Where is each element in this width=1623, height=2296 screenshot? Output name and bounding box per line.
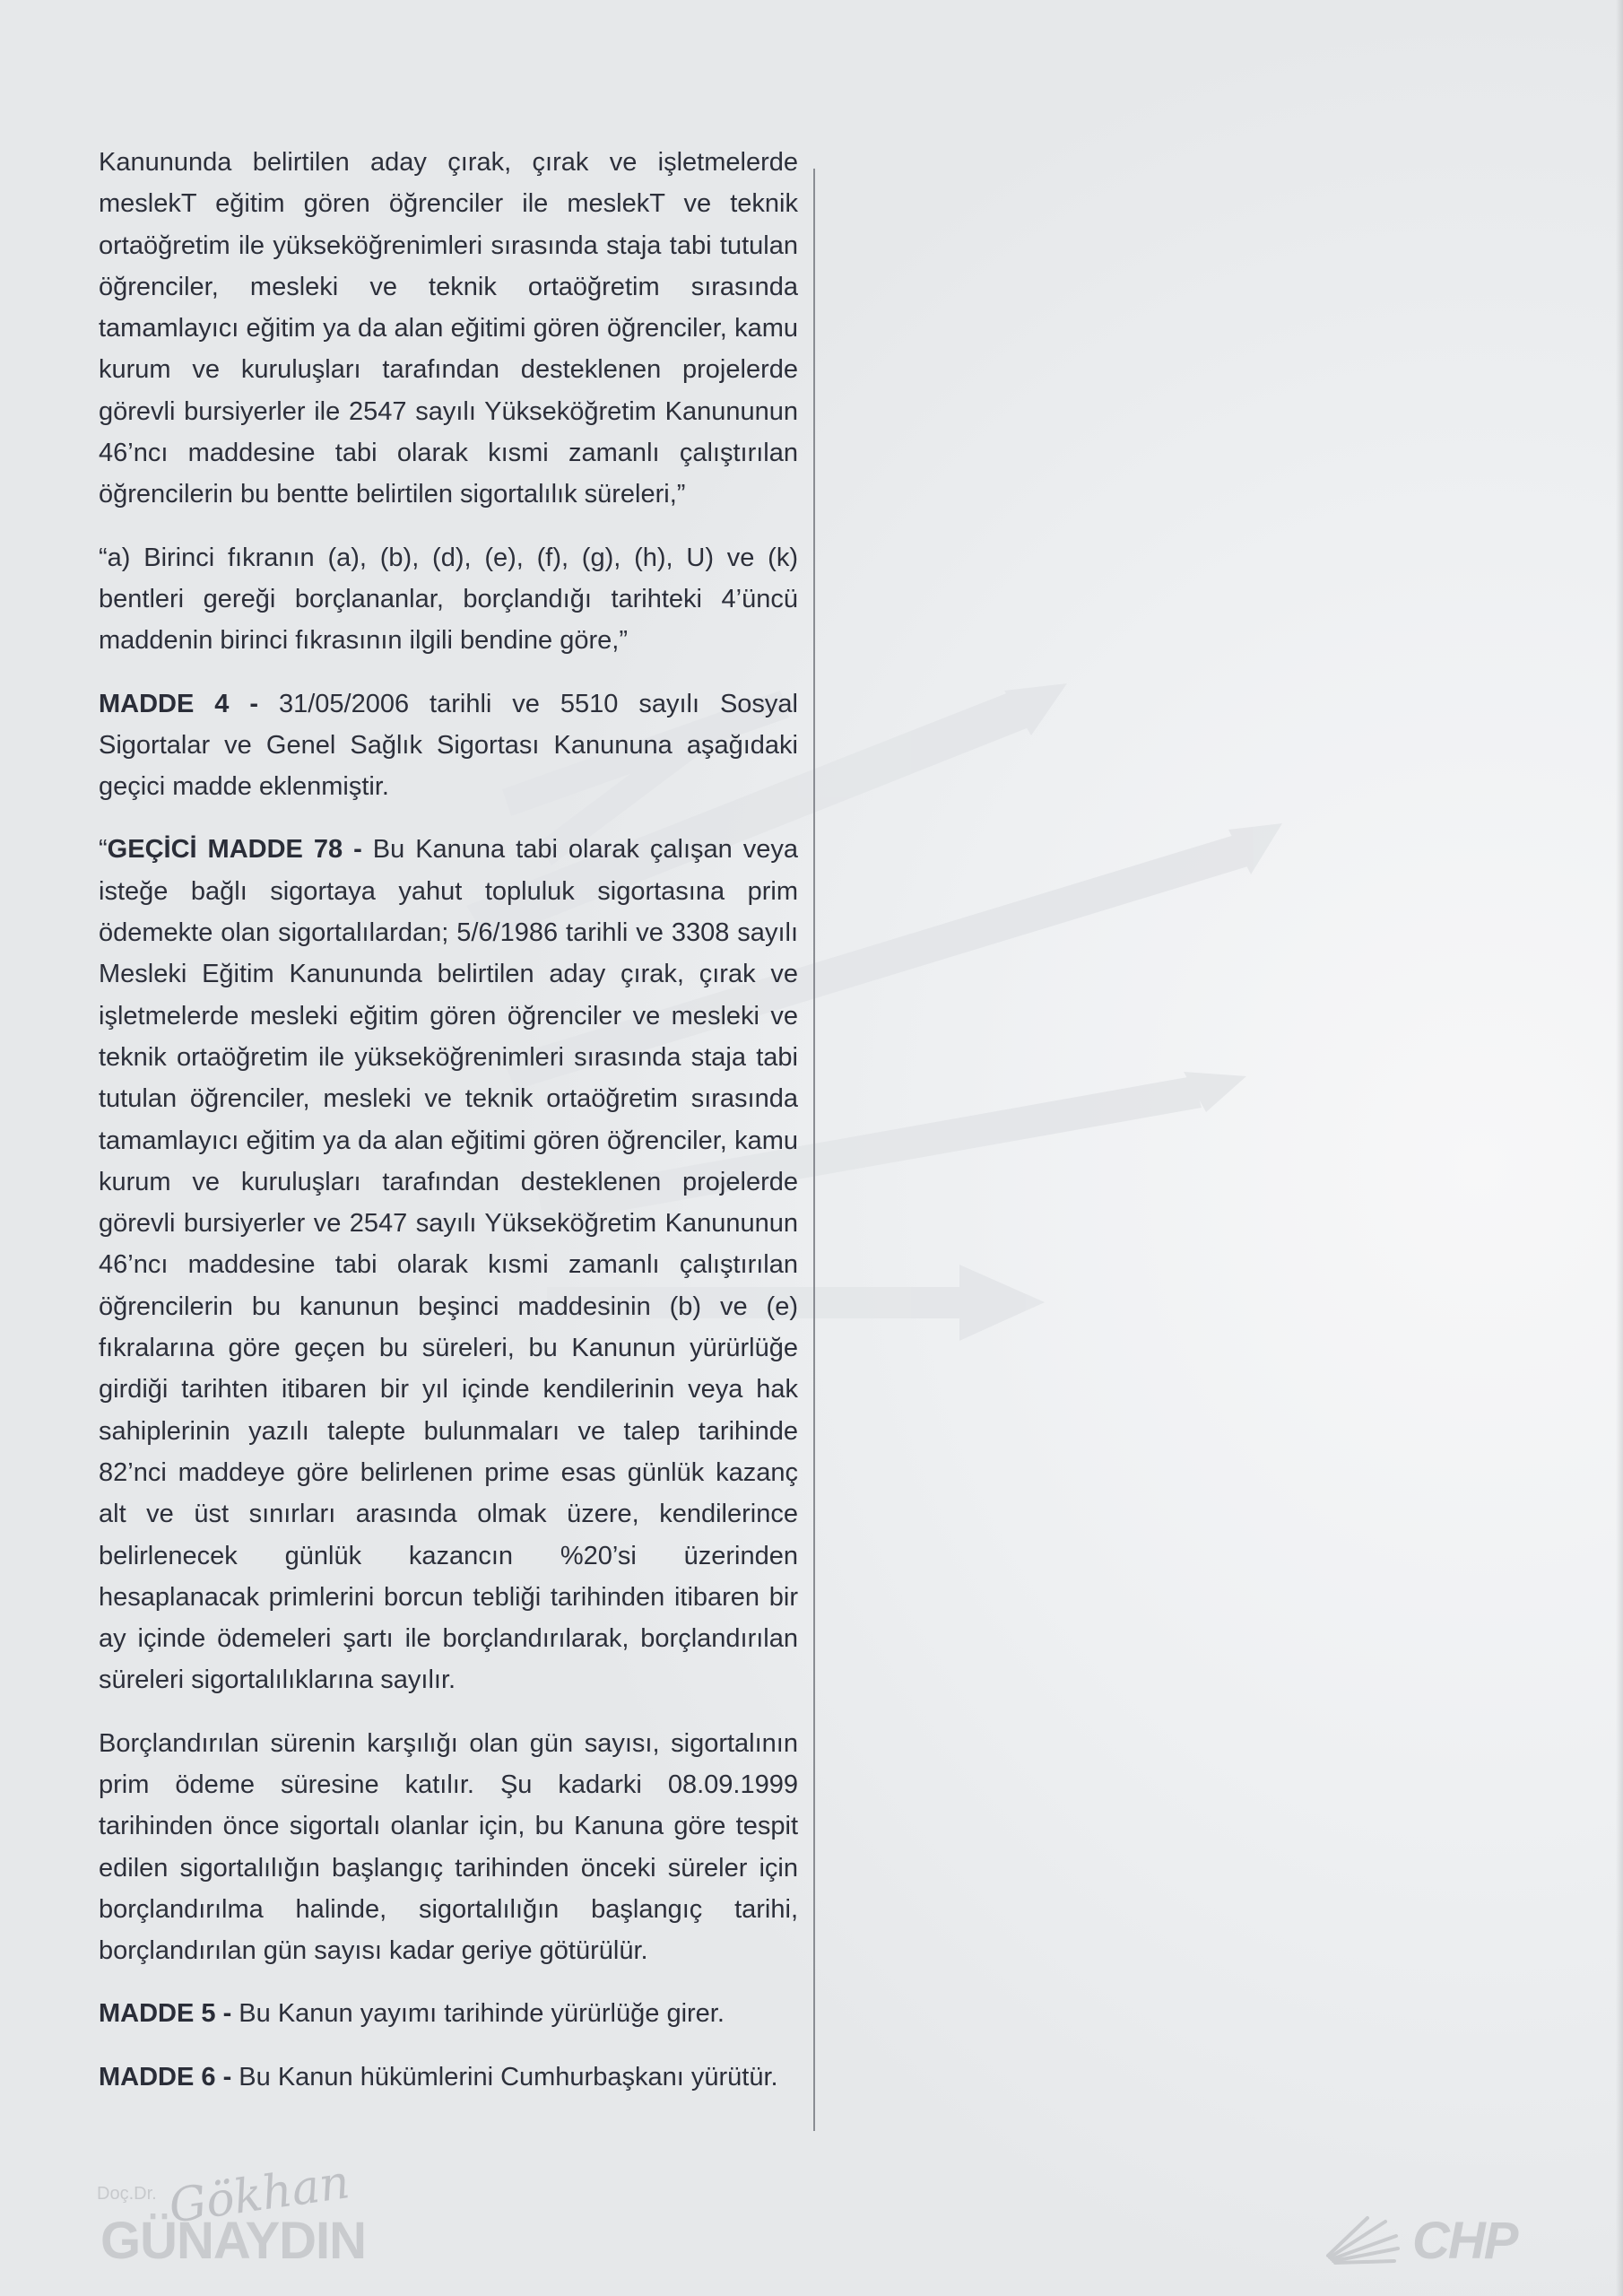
law-text-column (99, 142, 798, 2119)
madde-5-text: Bu Kanun yayımı tarihinde yürürlüğe girer. (231, 1999, 725, 2029)
signature-name: GÜNAYDIN (100, 2212, 367, 2270)
paragraph-amendment-a: “a) Birinci fıkranın (a), (b), (d), (e), (f), (g), (h), U) ve (k) bentleri gereği borçlananlar, borçlandığı tarihteki 4’üncü maddenin birinci fıkrasının ilgili bendine göre,” (99, 543, 798, 656)
paragraph-gecici-madde-78 (99, 829, 798, 1700)
signature-title: Doç.Dr. (97, 2184, 157, 2204)
paragraph-borclandirma: Borçlandırılan sürenin karşılığı olan gün sayısı, sigortalının prim ödeme süresine katılır. Şu kadarki 08.09.1999 tarihinden önce sigortalı olanlar için, bu Kanuna göre tespit edilen sigortalılığın başlangıç tarihinden önceki süreler için borçlandırılma halinde, sigortalılığın başlangıç tarihi, borçlandırılan gün sayısı kadar geriye götürülür. (99, 1728, 798, 1966)
paragraph-madde-6 (99, 2057, 798, 2098)
gecici-madde-heading: GEÇİCİ MADDE 78 - (107, 835, 362, 865)
paragraph-madde-4 (99, 683, 798, 808)
vertical-divider (813, 169, 815, 2131)
gecici-open-quote: “ (99, 835, 108, 865)
signature-logo (97, 2155, 367, 2274)
madde-6-heading: MADDE 6 - (99, 2062, 232, 2092)
party-logo (1323, 2211, 1538, 2274)
madde-4-heading: MADDE 4 - (99, 689, 259, 718)
paragraph-madde-5 (99, 1993, 798, 2034)
paragraph-continuation: Kanununda belirtilen aday çırak, çırak ve işletmelerde meslekT eğitim gören öğrenciler ile meslekT ve teknik ortaöğretim ile yükseköğrenimleri sırasında staja tabi tutulan öğrenciler, mesleki ve teknik ortaöğretim sırasında tamamlayıcı eğitim ya da alan eğitimi gören öğrenciler, kamu kurum ve kuruluşları tarafından desteklenen projelerde görevli bursiyerler ile 2547 sayılı Yükseköğretim Kanununun 46’ncı maddesine tabi olarak kısmi zamanlı çalıştırılan öğrencilerin bu bentte belirtilen sigortalılık süreleri,” (99, 148, 798, 509)
signature-script: Gökhan (165, 2155, 353, 2234)
party-name: CHP (1412, 2212, 1517, 2270)
madde-6-text: Bu Kanun hükümlerini Cumhurbaşkanı yürütür. (231, 2062, 778, 2092)
page-edge-shadow (1616, 0, 1623, 2296)
party-arrows-icon (1323, 2211, 1403, 2265)
madde-5-heading: MADDE 5 - (99, 1999, 232, 2029)
madde-4-text: 31/05/2006 tarihli ve 5510 sayılı Sosyal Sigortalar ve Genel Sağlık Sigortası Kanununa aşağıdaki geçici madde eklenmiştir. (99, 689, 799, 802)
gecici-madde-text: Bu Kanuna tabi olarak çalışan veya isteğe bağlı sigortaya yahut topluluk sigortasına prim ödemekte olan sigortalılardan; 5/6/1986 tarihli ve 3308 sayılı Mesleki Eğitim Kanununda belirtilen aday çırak, çırak ve işletmelerde mesleki eğitim gören öğrenciler ve mesleki ve teknik ortaöğretim ile yükseköğrenimleri sırasında staja tabi tutulan öğrenciler, mesleki ve teknik ortaöğretim sırasında tamamlayıcı eğitim ya da alan eğitimi gören öğrenciler, kamu kurum ve kuruluşları tarafından desteklenen projelerde görevli bursiyerler ve 2547 sayılı Yükseköğretim Kanununun 46’ncı maddesine tabi olarak kısmi zamanlı çalıştırılan öğrencilerin bu kanunun beşinci maddesinin (b) ve (e) fıkralarına göre geçen bu süreleri, bu Kanunun yürürlüğe girdiği tarihten itibaren bir yıl içinde kendilerinin veya hak sahiplerinin yazılı talepte bulunmaları ve talep tarihinde 82’nci maddeye göre belirlenen prime esas günlük kazanç alt ve üst sınırları arasında olmak üzere, kendilerince belirlenecek günlük kazancın %20’si üzerinden hesaplanacak primlerini borcun tebliği tarihinden itibaren bir ay içinde ödemeleri şartı ile borçlandırılarak, borçlandırılan süreleri sigortalılıklarına sayılır. (99, 835, 798, 1695)
